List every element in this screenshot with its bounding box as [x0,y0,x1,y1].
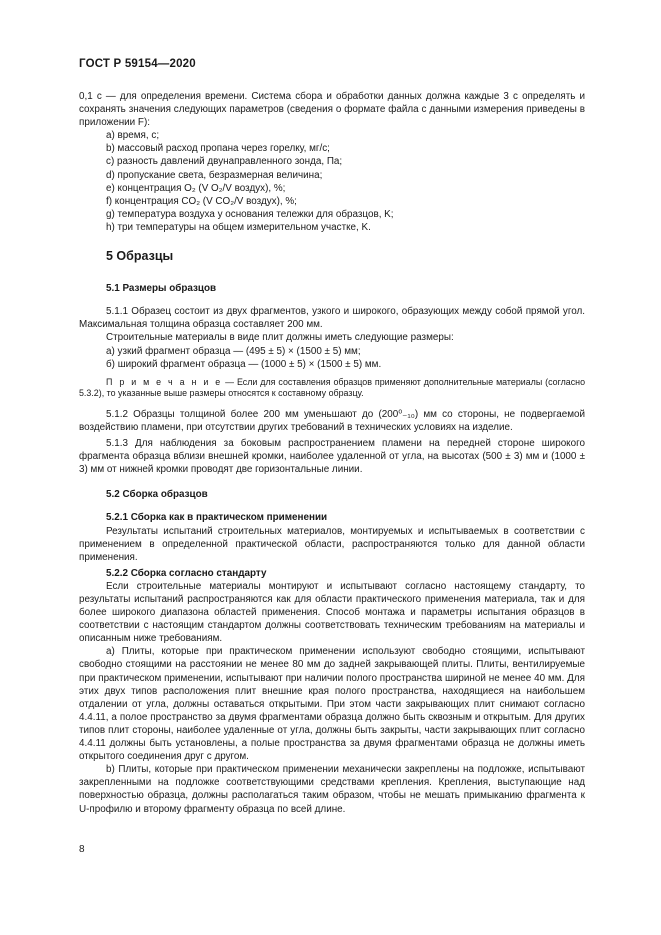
paragraph-5-1-3: 5.1.3 Для наблюдения за боковым распространением пламени на передней стороне широкого фрагмента образца вблизи внешней кромки, наиболее удаленной от угла, на высотах (500 ± 3) мм и (1000 ± 3) мм от нижней кромки проводят две горизонтальные линии. [79,438,585,476]
list-item: b) массовый расход пропана через горелку, мг/с; [106,143,330,155]
intro-paragraph: 0,1 с — для определения времени. Система сбора и обработки данных должна каждые 3 с определять и сохранять значения следующих параметров (сведения о формате файла с данными измерения приведены в приложении F): [79,91,585,129]
parameter-list [79,129,585,234]
list-item: а) узкий фрагмент образца — (495 ± 5) × (1500 ± 5) мм; [106,345,361,357]
page-number: 8 [79,844,85,855]
subsubsection-heading: 5.2.1 Сборка как в практическом применении [106,512,328,524]
list-item: d) пропускание света, безразмерная величина; [106,169,323,181]
list-item: h) три температуры на общем измерительном участке, K. [106,221,371,233]
list-item: a) время, с; [106,130,160,142]
paragraph-5-1-1: 5.1.1 Образец состоит из двух фрагментов, узкого и широкого, образующих между собой прямой угол. Максимальная толщина образца составляет 200 мм. [79,306,585,331]
list-item: б) широкий фрагмент образца — (1000 ± 5) × (1500 ± 5) мм. [106,358,382,370]
section-heading: 5 Образцы [106,249,174,264]
standard-header: ГОСТ Р 59154—2020 [79,58,196,70]
note-text: — Если для составления образцов применяют дополнительные материалы (согласно 5.3.2), то указанные выше размеры относятся к составному образцу. [79,376,586,399]
list-item: c) разность давлений двунаправленного зонда, Па; [106,156,343,168]
paragraph-5-1-2: 5.1.2 Образцы толщиной более 200 мм уменьшают до (200⁰₋₁₀) мм со стороны, не подвергаемой воздействию пламени, при отсутствии других требований в технических условиях на изделие. [79,408,585,433]
note-label: П р и м е ч а н и е [106,376,223,387]
paragraph-sizes-intro: Строительные материалы в виде плит должны иметь следующие размеры: [106,332,454,344]
paragraph-5-2-2: Если строительные материалы монтируют и испытывают согласно настоящему стандарту, то результаты испытаний распространяются как для области практического применения материала, так и для более широкого диапазона областей применения. Способ монтажа и параметры испытания образцов в соответствии с настоящим стандартом должны соответствовать техническим требованиям на материалы и описанным ниже требованиям. [79,580,585,645]
subsection-heading: 5.1 Размеры образцов [106,283,217,295]
list-item: e) концентрация O₂ (V O₂/V воздух), %; [106,182,286,194]
note [79,377,585,400]
subsubsection-heading: 5.2.2 Сборка согласно стандарту [106,567,267,579]
paragraph-5-2-1: Результаты испытаний строительных материалов, монтируемых и испытываемых в соответствии с применением в определенной практической области, распространяются только для данной области применения. [79,525,585,563]
list-item: g) температура воздуха у основания тележки для образцов, K; [106,208,394,220]
paragraph-item-a: а) Плиты, которые при практическом применении используют свободно стоящими, испытывают свободно стоящими на расстоянии не менее 80 мм до задней закрывающей плиты. Плиты, вентилируемые при практическом применении, испытывают при наличии полого пространства шириной не менее 40 мм. Для этих двух типов расположения плит внешние края полого пространства, находящиеся на наибольшем отдалении от угла, должны оставаться открытыми. При этом части закрывающих плит снимают согласно 4.4.11, а полое пространство за двумя фрагментами образца должно быть сквозным и открытым. Для других типов плит стороны, наиболее удаленные от угла, должны быть закрыты, части закрывающих плит согласно 4.4.11 должны быть установлены, а полые пространства за двумя фрагментами образца не должны иметь открытого соединения друг с другом. [79,646,585,763]
list-item: f) концентрация CO₂ (V CO₂/V воздух), %; [106,195,297,207]
paragraph-item-b: b) Плиты, которые при практическом применении механически закреплены на подложке, испытывают закрепленными на подложке соответствующими средствами крепления. Крепления, выступающие над поверхностью образца, должны располагаться таким образом, чтобы не мешать примыканию фрагмента к U-профилю и второму фрагменту образца по всей длине. [79,764,585,815]
subsection-heading: 5.2 Сборка образцов [106,489,208,501]
page-content [79,90,585,816]
